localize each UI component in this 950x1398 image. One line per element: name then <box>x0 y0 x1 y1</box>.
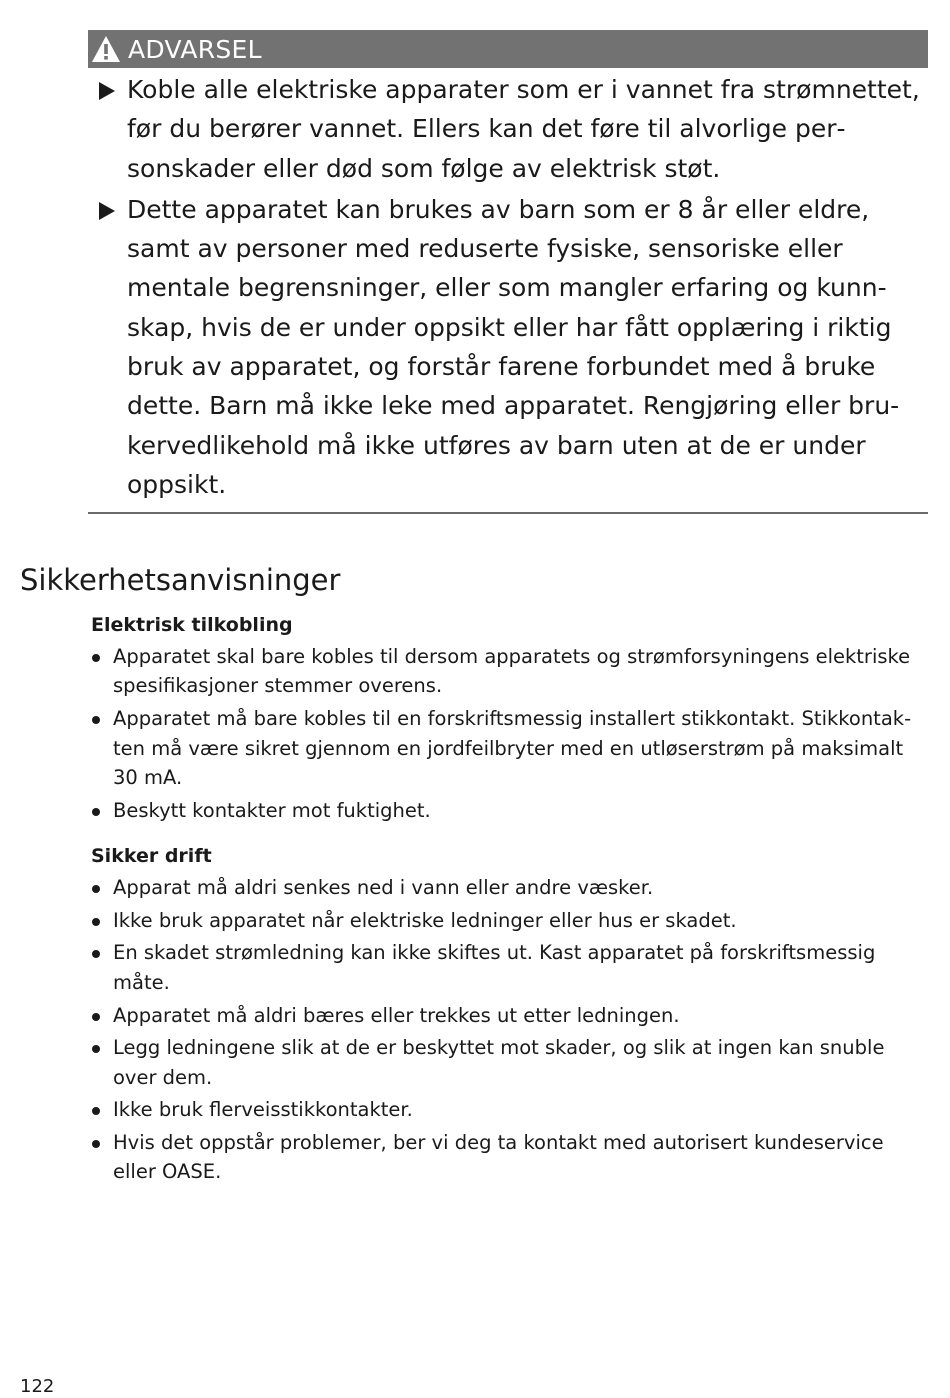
list-item <box>91 642 926 701</box>
triangle-bullet-icon <box>99 82 115 100</box>
list-item-text: Apparatet må aldri bæres eller trekkes ut etter ledningen. <box>113 1003 680 1027</box>
warning-list <box>88 70 928 504</box>
list-item <box>91 906 926 935</box>
safety-content <box>91 610 926 1190</box>
list-item-text: Hvis det oppstår problemer, ber vi deg ta kontakt med autorisert kundeservice eller OASE. <box>113 1131 884 1184</box>
bullet-dot-icon <box>92 1045 100 1053</box>
section-title: Sikkerhetsanvisninger <box>20 563 341 597</box>
warning-item-text: Koble alle elektriske apparater som er i vannet fra strømnettet, før du berører vannet. Ellers kan det føre til alvorlige personskader eller død som følge av elektrisk støt. <box>127 75 920 183</box>
warning-title: ADVARSEL <box>128 34 262 64</box>
electrical-subtitle: Elektrisk tilkobling <box>91 614 293 636</box>
bullet-dot-icon <box>92 654 100 662</box>
list-item <box>91 1128 926 1187</box>
list-item-text: Ikke bruk flerveisstikkontakter. <box>113 1098 413 1122</box>
bullet-dot-icon <box>92 808 100 816</box>
bullet-dot-icon <box>92 950 100 958</box>
operation-subtitle: Sikker drift <box>91 845 212 868</box>
list-item <box>91 1001 926 1030</box>
list-item <box>91 938 926 997</box>
list-item-text: En skadet strømledning kan ikke skiftes ut. Kast apparatet på forskriftsmessig måte. <box>113 941 876 994</box>
list-item <box>91 1033 926 1092</box>
warning-item-text: Dette apparatet kan brukes av barn som er 8 år eller eldre, samt av personer med reduserte fysiske, sensoriske eller mentale begrensninger, eller som mangler erfaring og kunnskap, hvis de er under oppsikt eller har fått opplæring i riktig bruk av apparatet, og forstår farene forbundet med å bruke dette. Barn må ikke leke med apparatet. Rengjøring eller brukervedlikehold må ikke utføres av barn uten at de er under oppsikt. <box>127 194 900 499</box>
operation-list <box>91 873 926 1187</box>
warning-item <box>88 70 928 188</box>
warning-header <box>88 30 928 68</box>
warning-divider <box>88 512 928 514</box>
bullet-dot-icon <box>92 1140 100 1148</box>
bullet-dot-icon <box>92 1013 100 1021</box>
bullet-dot-icon <box>92 1107 100 1115</box>
electrical-list <box>91 642 926 825</box>
page-number: 122 <box>20 1376 55 1397</box>
list-item-text: Apparat må aldri senkes ned i vann eller andre væsker. <box>113 876 654 900</box>
bullet-dot-icon <box>92 885 100 893</box>
triangle-bullet-icon <box>99 202 115 220</box>
list-item-text: Ikke bruk apparatet når elektriske ledninger eller hus er skadet. <box>113 908 737 932</box>
warning-box <box>88 30 928 514</box>
warning-item <box>88 190 928 504</box>
warning-triangle-icon <box>90 34 122 64</box>
list-item <box>91 1095 926 1124</box>
list-item-text: Legg ledningene slik at de er beskyttet mot skader, og slik at ingen kan snuble over dem. <box>113 1036 885 1089</box>
list-item-text: Beskytt kontakter mot fuktighet. <box>113 798 431 822</box>
list-item-text: Apparatet skal bare kobles til dersom apparatets og strømforsyningens elektriske spesifikasjoner stemmer overens. <box>113 645 911 698</box>
list-item <box>91 796 926 825</box>
bullet-dot-icon <box>92 716 100 724</box>
bullet-dot-icon <box>92 918 100 926</box>
list-item-text: Apparatet må bare kobles til en forskriftsmessig installert stikkontakt. Stikkontakten må være sikret gjennom en jordfeilbryter med en utløserstrøm på maksimalt 30 mA. <box>113 707 912 789</box>
list-item <box>91 704 926 792</box>
list-item <box>91 873 926 902</box>
